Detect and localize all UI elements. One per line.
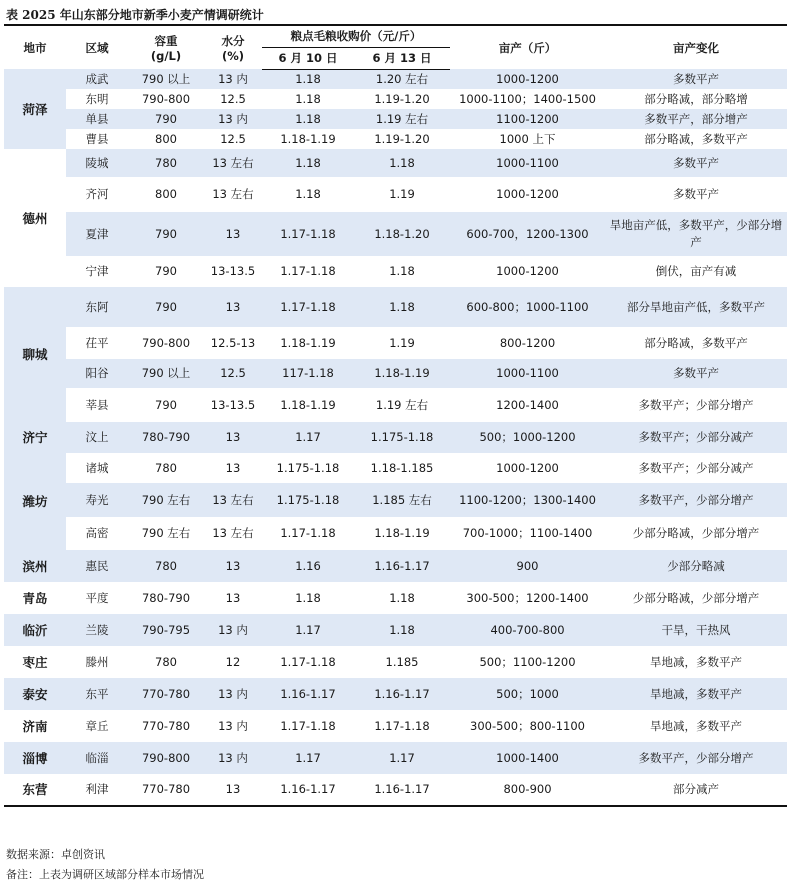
cell-yield: 800-900 [450, 774, 605, 806]
city-cell: 潍坊 [4, 453, 66, 550]
cell-area: 汶上 [66, 422, 128, 453]
cell-weight: 780 [128, 149, 204, 177]
cell-yield: 1000-1100 [450, 149, 605, 177]
cell-moisture: 13 [204, 422, 262, 453]
cell-p1: 1.17-1.18 [280, 526, 336, 540]
cell-change: 多数平产 [605, 149, 787, 177]
cell-area: 陵城 [66, 149, 128, 177]
cell-p1: 1.18 [295, 91, 321, 106]
cell-yield: 1000-1200 [496, 460, 559, 475]
cell-change: 少部分略减 [605, 550, 787, 582]
cell-p1: 1.17 [262, 742, 354, 774]
header-price: 粮点毛粮收购价（元/斤） [262, 25, 450, 47]
cell-change: 部分略减，多数平产 [644, 335, 748, 350]
cell-area: 莘县 [85, 397, 109, 412]
cell-change: 多数平产，部分增产 [605, 109, 787, 129]
cell-p2: 1.18-1.19 [374, 526, 430, 540]
cell-area: 滕州 [85, 654, 109, 669]
cell-moisture: 13 [204, 287, 262, 327]
cell-weight: 770-780 [128, 678, 204, 710]
cell-change: 旱地减，多数平产 [650, 654, 743, 669]
cell-p2: 1.16-1.17 [354, 774, 450, 806]
cell-p1: 1.17 [262, 614, 354, 646]
city-cell: 淄博 [4, 742, 66, 774]
cell-change: 旱地减，多数平产 [650, 718, 743, 733]
header-date-1: 6 月 10 日 [262, 47, 354, 69]
remark-note: 备注：上表为调研区域部分样本市场情况 [6, 868, 204, 881]
cell-p2: 1.17 [354, 742, 450, 774]
cell-weight: 780 [155, 654, 177, 669]
cell-change: 多数平产 [605, 359, 787, 388]
cell-area: 茌平 [85, 335, 109, 350]
cell-weight: 780 [128, 550, 204, 582]
cell-p1: 1.17-1.18 [280, 264, 336, 278]
header-date-2: 6 月 13 日 [354, 47, 450, 69]
table-row [4, 388, 787, 422]
cell-p2: 1.19 [389, 187, 415, 201]
cell-p1: 1.17-1.18 [280, 654, 336, 669]
cell-area: 单县 [66, 109, 128, 129]
cell-p2: 1.18 [389, 590, 415, 605]
cell-change: 倒伏，亩产有减 [655, 264, 737, 278]
cell-weight: 790 以上 [128, 359, 204, 388]
cell-moisture: 13 左右 [212, 526, 254, 540]
cell-p2: 1.18-1.19 [354, 359, 450, 388]
city-cell: 临沂 [4, 614, 66, 646]
cell-weight: 790-795 [128, 614, 204, 646]
table-row [4, 774, 787, 806]
cell-change: 多数平产，少部分增产 [605, 742, 787, 774]
city-cell: 济南 [4, 710, 66, 742]
city-cell: 德州 [4, 149, 66, 287]
cell-moisture: 12.5 [220, 131, 246, 146]
cell-p1: 1.16 [262, 550, 354, 582]
cell-moisture: 13 [225, 460, 241, 475]
table-row [4, 550, 787, 582]
cell-p1: 1.18-1.19 [280, 397, 336, 412]
cell-area: 利津 [66, 774, 128, 806]
cell-weight: 790 [128, 287, 204, 327]
cell-yield: 600-700，1200-1300 [450, 212, 605, 256]
cell-p1: 1.16-1.17 [262, 774, 354, 806]
cell-weight: 790-800 [141, 335, 191, 350]
header-moisture-unit: (%) [221, 48, 245, 63]
cell-yield: 1000-1200 [496, 264, 559, 278]
cell-yield: 1100-1200 [450, 109, 605, 129]
city-cell: 济宁 [4, 422, 66, 453]
cell-yield: 300-500；800-1100 [470, 718, 585, 733]
table-row [4, 710, 787, 742]
cell-yield: 1200-1400 [496, 397, 559, 412]
cell-yield: 1000-1100；1400-1500 [459, 91, 596, 106]
city-cell: 滨州 [4, 550, 66, 582]
cell-weight: 790-800 [141, 91, 191, 106]
cell-area: 东阿 [66, 287, 128, 327]
city-cell: 枣庄 [4, 646, 66, 678]
cell-change: 部分略减，多数平产 [644, 131, 748, 146]
cell-moisture: 12.5-13 [210, 335, 256, 350]
cell-yield: 400-700-800 [450, 614, 605, 646]
cell-yield: 500；1100-1200 [479, 654, 576, 669]
city-cell: 菏泽 [4, 69, 66, 149]
cell-area: 齐河 [85, 187, 109, 201]
cell-p2: 1.18-1.20 [354, 212, 450, 256]
cell-weight: 790 [155, 397, 177, 412]
cell-moisture: 13-13.5 [210, 264, 256, 278]
cell-yield: 1000-1200 [450, 69, 605, 89]
cell-change: 少部分略减，少部分增产 [632, 526, 760, 540]
cell-weight: 770-780 [128, 774, 204, 806]
table-row [4, 256, 787, 287]
table-row [4, 483, 787, 517]
cell-p1: 1.175-1.18 [276, 460, 340, 475]
city-cell: 东营 [4, 774, 66, 806]
header-city: 地市 [4, 25, 66, 69]
cell-area: 寿光 [66, 483, 128, 517]
cell-weight: 780-790 [141, 590, 191, 605]
table-row [4, 359, 787, 388]
cell-moisture: 13 内 [204, 109, 262, 129]
cell-p1: 1.18 [262, 109, 354, 129]
cell-p1: 1.17-1.18 [262, 287, 354, 327]
table-row [4, 109, 787, 129]
table-row [4, 89, 787, 109]
cell-p1: 1.175-1.18 [262, 483, 354, 517]
cell-p1: 1.18-1.19 [280, 131, 336, 146]
cell-yield: 800-1200 [499, 335, 556, 350]
cell-moisture: 13-13.5 [210, 397, 256, 412]
cell-p1: 1.17-1.18 [262, 212, 354, 256]
cell-weight: 790 左右 [141, 526, 191, 540]
cell-moisture: 13 [204, 550, 262, 582]
table-row [4, 287, 787, 327]
table-row [4, 69, 787, 89]
header-moisture-label: 水分 [221, 33, 245, 48]
cell-area: 临淄 [66, 742, 128, 774]
table-row [4, 614, 787, 646]
cell-area: 平度 [85, 590, 109, 605]
survey-table [4, 24, 787, 807]
table-row [4, 646, 787, 678]
cell-change: 部分旱地亩产低，多数平产 [605, 287, 787, 327]
cell-moisture: 13 [204, 774, 262, 806]
cell-p1: 1.17-1.18 [280, 718, 336, 733]
city-cell: 青岛 [4, 582, 66, 614]
cell-p2: 1.20 左右 [354, 69, 450, 89]
cell-moisture: 13 [225, 590, 241, 605]
cell-change: 旱地减，多数平产 [605, 678, 787, 710]
table-row [4, 177, 787, 212]
header-weight-label: 容重 [154, 33, 178, 48]
cell-moisture: 13 内 [204, 742, 262, 774]
cell-moisture: 13 左右 [212, 187, 254, 201]
header-weight-unit: (g/L) [150, 48, 182, 63]
cell-area: 东明 [85, 91, 109, 106]
cell-p1: 1.18-1.19 [280, 335, 336, 350]
cell-change: 多数平产，少部分增产 [605, 483, 787, 517]
cell-area: 宁津 [85, 264, 109, 278]
cell-weight: 780 [155, 460, 177, 475]
cell-p1: 1.18 [295, 590, 321, 605]
table-row [4, 422, 787, 453]
cell-change: 多数平产；少部分减产 [605, 422, 787, 453]
table-row [4, 742, 787, 774]
cell-p2: 1.19 左右 [354, 109, 450, 129]
cell-area: 夏津 [66, 212, 128, 256]
cell-area: 阳谷 [66, 359, 128, 388]
cell-area: 诸城 [85, 460, 109, 475]
cell-yield: 1000-1400 [450, 742, 605, 774]
cell-p2: 1.19 左右 [375, 397, 429, 412]
cell-p1: 1.18 [295, 187, 321, 201]
cell-change: 干旱，干热风 [605, 614, 787, 646]
header-area: 区域 [66, 25, 128, 69]
cell-moisture: 13 左右 [204, 483, 262, 517]
city-cell: 泰安 [4, 678, 66, 710]
cell-p1: 1.18 [262, 149, 354, 177]
table-row [4, 453, 787, 483]
cell-weight: 800 [155, 187, 177, 201]
cell-p2: 1.16-1.17 [354, 678, 450, 710]
cell-weight: 790 以上 [128, 69, 204, 89]
city-cell: 聊城 [4, 287, 66, 422]
cell-moisture: 13 内 [204, 678, 262, 710]
cell-change: 部分减产 [605, 774, 787, 806]
table-row [4, 129, 787, 149]
cell-weight: 770-780 [141, 718, 191, 733]
cell-yield: 1000-1200 [496, 187, 559, 201]
header-weight [128, 25, 204, 69]
cell-change: 多数平产 [605, 69, 787, 89]
cell-moisture: 13 内 [204, 614, 262, 646]
cell-moisture: 13 [204, 212, 262, 256]
cell-change: 多数平产；少部分减产 [638, 460, 754, 475]
cell-weight: 790 [155, 264, 177, 278]
header-change: 亩产变化 [605, 25, 787, 69]
table-title: 表 2025 年山东部分地市新季小麦产情调研统计 [6, 8, 264, 22]
table-row [4, 678, 787, 710]
cell-weight: 790 [128, 212, 204, 256]
cell-change: 少部分略减，少部分增产 [632, 590, 760, 605]
cell-area: 成武 [66, 69, 128, 89]
cell-yield: 500；1000-1200 [450, 422, 605, 453]
cell-weight: 790 左右 [128, 483, 204, 517]
cell-yield: 1000-1100 [450, 359, 605, 388]
cell-moisture: 13 左右 [204, 149, 262, 177]
cell-p1: 1.17 [262, 422, 354, 453]
cell-change: 旱地亩产低，多数平产，少部分增产 [605, 212, 787, 256]
cell-p2: 1.16-1.17 [354, 550, 450, 582]
cell-p2: 1.175-1.18 [354, 422, 450, 453]
header-moisture [204, 25, 262, 69]
cell-weight: 780-790 [128, 422, 204, 453]
cell-yield: 1100-1200；1300-1400 [450, 483, 605, 517]
cell-area: 东平 [66, 678, 128, 710]
cell-moisture: 13 内 [204, 69, 262, 89]
table-header [4, 25, 787, 69]
cell-p2: 1.17-1.18 [374, 718, 430, 733]
cell-change: 多数平产 [673, 187, 720, 201]
cell-yield: 600-800；1000-1100 [450, 287, 605, 327]
cell-p2: 1.18 [354, 149, 450, 177]
cell-p2: 1.185 左右 [354, 483, 450, 517]
table-row [4, 582, 787, 614]
cell-moisture: 13 内 [218, 718, 248, 733]
cell-area: 章丘 [85, 718, 109, 733]
table-row [4, 517, 787, 550]
cell-p2: 1.185 [385, 654, 419, 669]
cell-area: 兰陵 [66, 614, 128, 646]
cell-p1: 117-1.18 [262, 359, 354, 388]
cell-p2: 1.19 [389, 335, 415, 350]
cell-p2: 1.19-1.20 [374, 91, 430, 106]
cell-yield: 1000 上下 [499, 131, 556, 146]
header-yield: 亩产（斤） [450, 25, 605, 69]
table-row [4, 327, 787, 359]
source-note: 数据来源：卓创资讯 [6, 848, 105, 861]
cell-yield: 900 [450, 550, 605, 582]
cell-yield: 700-1000；1100-1400 [462, 526, 593, 540]
cell-moisture: 12.5 [220, 91, 246, 106]
table-row [4, 212, 787, 256]
cell-weight: 790-800 [128, 742, 204, 774]
cell-weight: 790 [128, 109, 204, 129]
cell-p2: 1.18 [354, 614, 450, 646]
cell-area: 曹县 [85, 131, 109, 146]
cell-moisture: 12 [225, 654, 241, 669]
cell-p1: 1.18 [262, 69, 354, 89]
cell-yield: 300-500；1200-1400 [466, 590, 589, 605]
cell-area: 高密 [85, 526, 109, 540]
cell-moisture: 12.5 [204, 359, 262, 388]
cell-area: 惠民 [66, 550, 128, 582]
cell-p2: 1.18 [354, 287, 450, 327]
cell-p2: 1.19-1.20 [374, 131, 430, 146]
cell-p1: 1.16-1.17 [262, 678, 354, 710]
cell-yield: 500；1000 [450, 678, 605, 710]
table-row [4, 149, 787, 177]
cell-change: 部分略减，部分略增 [644, 91, 748, 106]
cell-p2: 1.18-1.185 [370, 460, 434, 475]
table-body [4, 69, 787, 806]
cell-weight: 800 [155, 131, 177, 146]
cell-change: 多数平产；少部分增产 [638, 397, 754, 412]
cell-p2: 1.18 [389, 264, 415, 278]
